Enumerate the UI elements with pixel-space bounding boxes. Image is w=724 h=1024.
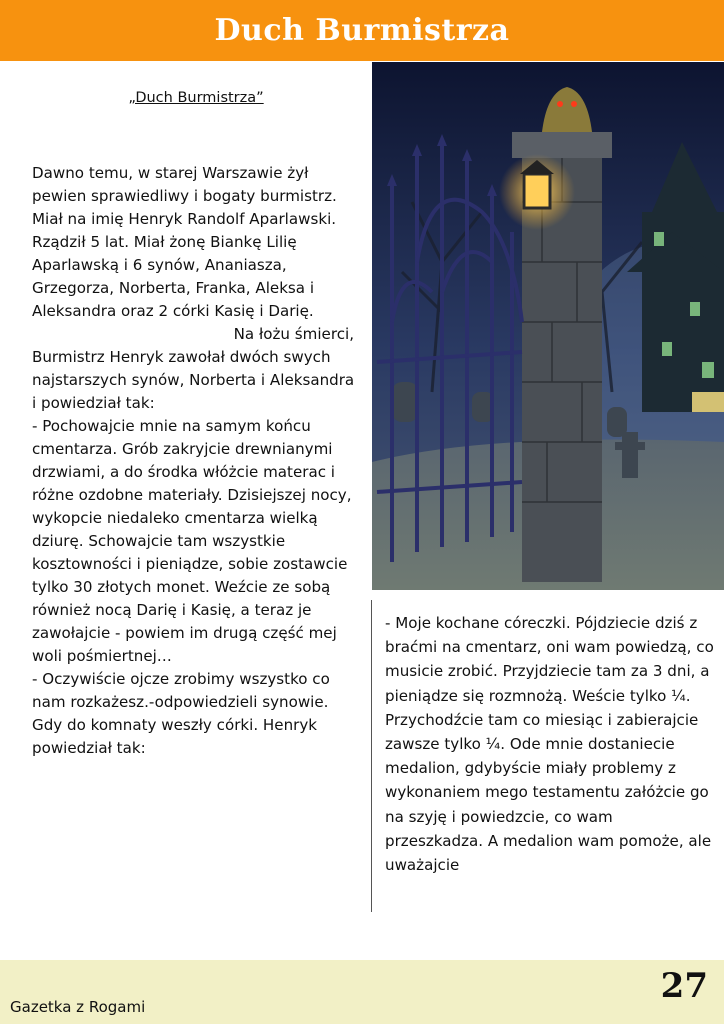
paragraph: Burmistrz Henryk zawołał dwóch swych najstarszych synów, Norberta i Aleksandra i powiedział tak: [32,348,355,412]
paragraph-start: Na łożu śmierci, [233,325,354,343]
header-bar [0,0,724,61]
paragraph: Gdy do komnaty weszły córki. Henryk powiedział tak: [32,716,318,757]
paragraph: - Pochowajcie mnie na samym końcu cmentarza. Grób zakryjcie drewnianymi drzwiami, a do środka włóżcie materac i różne ozdobne materiały. Dzisiejszej nocy, wykopcie niedaleko cmentarza wielką dziurę. Schowajcie tam wszystkie kosztowności i pieniądze, sobie zostawcie tylko 30 złotych monet. Weźcie ze sobą również nocą Darię i Kasię, a teraz je zawołajcie - powiem im drugą część mej woli pośmiertnej… [32,417,352,665]
page-number: 27 [660,966,708,1006]
article-right-column [385,611,715,877]
page-title: Duch Burmistrza [214,13,510,48]
article-left-column [32,162,362,760]
column-divider [371,600,372,912]
paragraph: - Oczywiście ojcze zrobimy wszystko co nam rozkażesz.-odpowiedzieli synowie. [32,670,330,711]
paragraph: Dawno temu, w starej Warszawie żył pewien sprawiedliwy i bogaty burmistrz. Miał na imię Henryk Randolf Aparlawski. Rządził 5 lat. Miał żonę Biankę Lilię Aparlawską i 6 synów, Ananiasza, Grzegorza, Norberta, Franka, Aleksa i Aleksandra oraz 2 córki Kasię i Darię. [32,164,337,320]
article-title: „Duch Burmistrza” [128,90,264,106]
paragraph: - Moje kochane córeczki. Pójdziecie dziś z braćmi na cmentarz, oni wam powiedzą, co musicie zrobić. Przyjdziecie tam za 3 dni, a pieniądze się rozmnożą. Weście tylko ¼. Przychodźcie tam co miesiąc i zabierajcie zawsze tylko ¼. Ode mnie dostaniecie medalion, gdybyście miały problemy z wykonaniem mego testamentu załóżcie go na szyję i powiedzcie, co wam przeszkadza. A medalion wam pomoże, ale uważajcie [385,614,714,875]
haunted-cemetery-gate-illustration [372,62,724,590]
footer-publication-name: Gazetka z Rogami [10,998,146,1016]
